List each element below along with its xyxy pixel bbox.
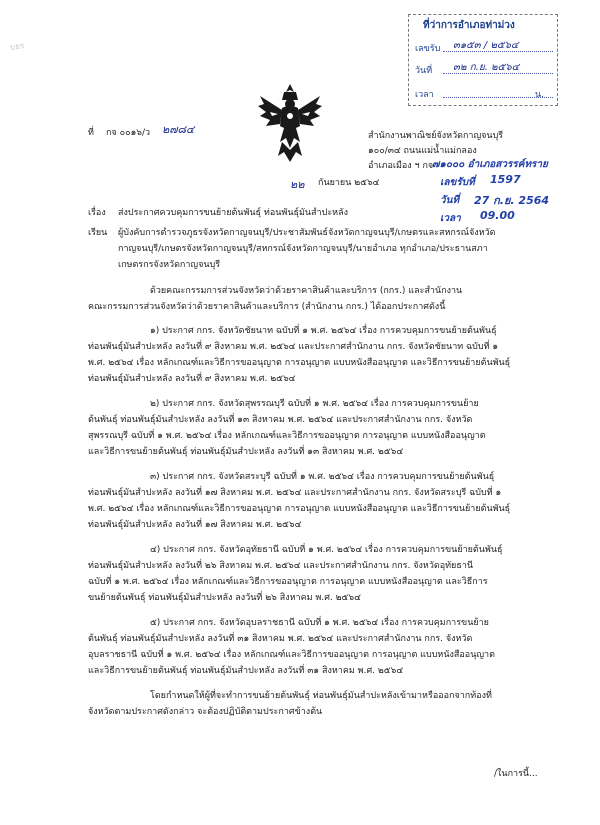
stamp-date-label: วันที่	[415, 66, 433, 76]
subject-text: ส่งประกาศควบคุมการขนย้ายต้นพันธุ์ ท่อนพันธุ์มันสำปะหลัง	[118, 208, 348, 218]
closing-line: จังหวัดตามประกาศดังกล่าว จะต้องปฏิบัติตามประกาศข้างต้น	[88, 707, 323, 717]
recipient-line: กาญจนบุรี/เกษตรจังหวัดกาญจนบุรี/สหกรณ์จังหวัดกาญจนบุรี/นายอำเภอ ทุกอำเภอ/ประธานสภา	[118, 244, 488, 254]
stamp-date-value: ๓๒ ก.ย. ๒๕๖๔	[453, 62, 520, 73]
item-4-line: ๔) ประกาศ กกร. จังหวัดอุทัยธานี ฉบับที่ ๑ พ.ศ. ๒๕๖๔ เรื่อง การควบคุมการขนย้ายต้นพันธุ์	[150, 545, 503, 555]
stamp-received-no-label: เลขรับ	[415, 44, 441, 54]
date-month-year: กันยายน ๒๕๖๔	[318, 178, 380, 188]
intro-line: ด้วยคณะกรรมการส่วนจังหวัดว่าด้วยราคาสินค้าและบริการ (กกร.) และสำนักงาน	[150, 286, 463, 296]
receiving-stamp-time-value: 09.00	[480, 209, 515, 222]
item-1-line: ท่อนพันธุ์มันสำปะหลัง ลงวันที่ ๙ สิงหาคม พ.ศ. ๒๕๖๔	[88, 374, 296, 384]
receiving-stamp-time-label: เวลา	[440, 213, 461, 224]
intro-line: คณะกรรมการส่วนจังหวัดว่าด้วยราคาสินค้าและบริการ (สำนักงาน กกร.) ได้ออกประกาศดังนี้	[88, 302, 446, 312]
corner-pencil-mark: บธร	[9, 41, 25, 52]
item-4-line: ฉบับที่ ๑ พ.ศ. ๒๕๖๔ เรื่อง หลักเกณฑ์และวิธีการขออนุญาต การอนุญาต แบบหนังสืออนุญาต และวิธีการ	[88, 577, 488, 587]
stamp-office-title: ที่ว่าการอำเภอท่าม่วง	[423, 20, 515, 31]
item-2-line: ๒) ประกาศ กกร. จังหวัดสุพรรณบุรี ฉบับที่ ๑ พ.ศ. ๒๕๖๔ เรื่อง การควบคุมการขนย้าย	[150, 399, 479, 409]
stamp-received-no-value: ๓๑๕๓ / ๒๕๖๔	[453, 40, 519, 51]
receiving-stamp-no-label: เลขรับที่	[440, 177, 475, 188]
date-day-handwritten: ๒๒	[290, 178, 305, 191]
item-2-line: ต้นพันธุ์ ท่อนพันธุ์มันสำปะหลัง ลงวันที่ ๑๓ สิงหาคม พ.ศ. ๒๕๖๔ และประกาศสำนักงาน กกร. จังหวัด	[88, 415, 473, 425]
receiving-stamp-date-value: 27 ก.ย. 2564	[474, 194, 550, 207]
item-4-line: ท่อนพันธุ์มันสำปะหลัง ลงวันที่ ๒๖ สิงหาคม พ.ศ. ๒๕๖๔ และประกาศสำนักงาน กกร. จังหวัดอุทัยธานี	[88, 561, 474, 571]
item-3-line: ท่อนพันธุ์มันสำปะหลัง ลงวันที่ ๑๗ สิงหาคม พ.ศ. ๒๕๖๔ และประกาศสำนักงาน กกร. จังหวัดสระบุรี ฉบับที่ ๑	[88, 488, 502, 498]
stamp-time-label: เวลา	[415, 90, 434, 100]
receiving-stamp-date-label: วันที่	[440, 195, 460, 206]
item-5-line: อุบลราชธานี ฉบับที่ ๑ พ.ศ. ๒๕๖๔ เรื่อง หลักเกณฑ์และวิธีการขออนุญาต การอนุญาต แบบหนังสืออนุญาต	[88, 650, 495, 660]
item-5-line: ๕) ประกาศ กกร. จังหวัดอุบลราชธานี ฉบับที่ ๑ พ.ศ. ๒๕๖๔ เรื่อง การควบคุมการขนย้าย	[150, 618, 489, 628]
recipient-line: เกษตรกรจังหวัดกาญจนบุรี	[118, 260, 221, 270]
doc-ref-handwritten-number: ๒๗๘๔	[162, 123, 195, 136]
item-2-line: สุพรรณบุรี ฉบับที่ ๑ พ.ศ. ๒๕๖๔ เรื่อง หลักเกณฑ์และวิธีการขออนุญาต การอนุญาต แบบหนังสืออนุญาต	[88, 431, 486, 441]
sender-office: สำนักงานพาณิชย์จังหวัดกาญจนบุรี	[368, 131, 504, 141]
item-4-line: ขนย้ายต้นพันธุ์ ท่อนพันธุ์มันสำปะหลัง ลงวันที่ ๒๖ สิงหาคม พ.ศ. ๒๕๖๔	[88, 593, 361, 603]
receiving-stamp-office: ๗๑๐๐๐ อำเภอสวรรค์ทราย	[432, 159, 548, 170]
item-3-line: พ.ศ. ๒๕๖๔ เรื่อง หลักเกณฑ์และวิธีการขออนุญาต การอนุญาต แบบหนังสืออนุญาต และวิธีการขนย้ายต้นพันธุ์	[88, 504, 511, 514]
item-3-line: ๓) ประกาศ กกร. จังหวัดสระบุรี ฉบับที่ ๑ พ.ศ. ๒๕๖๔ เรื่อง การควบคุมการขนย้ายต้นพันธุ์	[150, 472, 495, 482]
closing-line: โดยกำหนดให้ผู้ที่จะทำการขนย้ายต้นพันธุ์ ท่อนพันธุ์มันสำปะหลังเข้ามาหรือออกจากท้องที่	[150, 691, 492, 701]
subject-label: เรื่อง	[88, 208, 106, 218]
item-1-line: ๑) ประกาศ กกร. จังหวัดชัยนาท ฉบับที่ ๑ พ.ศ. ๒๕๖๔ เรื่อง การควบคุมการขนย้ายต้นพันธุ์	[150, 326, 497, 336]
item-3-line: ท่อนพันธุ์มันสำปะหลัง ลงวันที่ ๑๗ สิงหาคม พ.ศ. ๒๕๖๔	[88, 520, 302, 530]
recipient-label: เรียน	[88, 228, 108, 238]
sender-district: อำเภอเมือง ฯ กจ	[368, 161, 434, 171]
item-1-line: ท่อนพันธุ์มันสำปะหลัง ลงวันที่ ๙ สิงหาคม พ.ศ. ๒๕๖๔ และประกาศสำนักงาน กกร. จังหวัดชัยนาท ฉบับที่ ๑	[88, 342, 499, 352]
item-5-line: และวิธีการขนย้ายต้นพันธุ์ ท่อนพันธุ์มันสำปะหลัง ลงวันที่ ๓๑ สิงหาคม พ.ศ. ๒๕๖๔	[88, 666, 404, 676]
item-5-line: ต้นพันธุ์ ท่อนพันธุ์มันสำปะหลัง ลงวันที่ ๓๑ สิงหาคม พ.ศ. ๒๕๖๔ และประกาศสำนักงาน กกร. จังหวัด	[88, 634, 473, 644]
doc-ref-value: กจ ๐๐๑๖/ว	[106, 128, 151, 138]
sender-address: ๑๐๐/๓๔ ถนนแม่น้ำแม่กลอง	[368, 146, 477, 156]
stamp-time-unit: น.	[535, 90, 545, 100]
recipient-line: ผู้บังคับการตำรวจภูธรจังหวัดกาญจนบุรี/ประชาสัมพันธ์จังหวัดกาญจนบุรี/เกษตรและสหกรณ์จังหวัด	[118, 228, 496, 238]
receiving-stamp-no-value: 1597	[490, 173, 521, 186]
continuation-marker: /ในการนี้...	[494, 769, 538, 779]
item-2-line: และวิธีการขนย้ายต้นพันธุ์ ท่อนพันธุ์มันสำปะหลัง ลงวันที่ ๑๓ สิงหาคม พ.ศ. ๒๕๖๔	[88, 447, 404, 457]
registration-stamp	[408, 14, 558, 106]
doc-ref-label: ที่	[88, 128, 94, 138]
item-1-line: พ.ศ. ๒๕๖๔ เรื่อง หลักเกณฑ์และวิธีการขออนุญาต การอนุญาต แบบหนังสืออนุญาต และวิธีการขนย้ายต้นพันธุ์	[88, 358, 511, 368]
garuda-emblem-icon	[256, 82, 324, 164]
